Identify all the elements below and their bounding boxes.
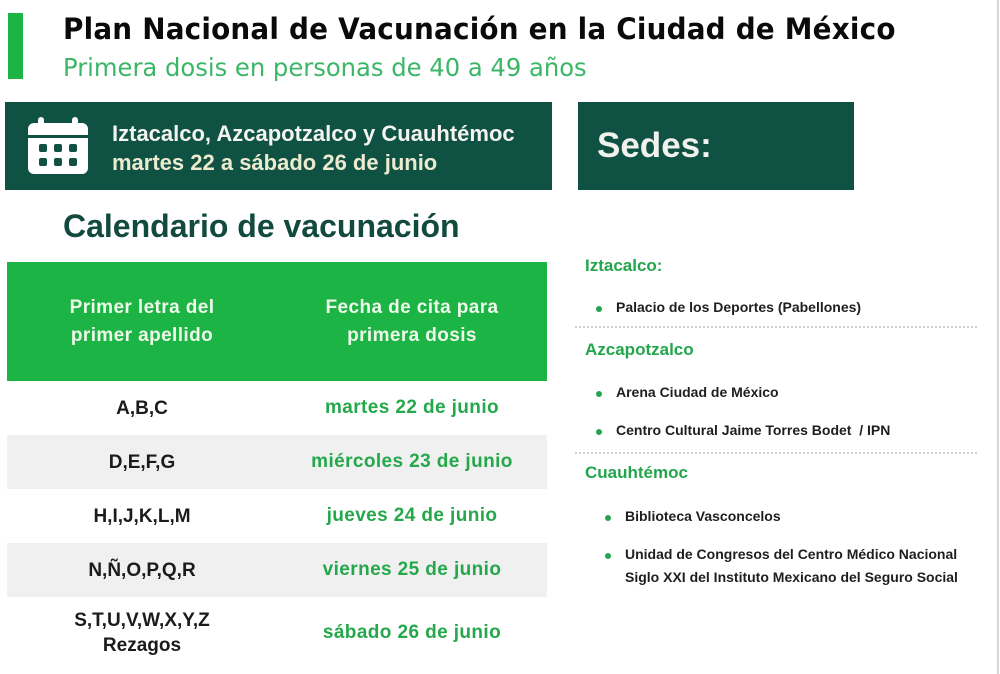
table-row bbox=[7, 489, 547, 543]
table-row bbox=[7, 435, 547, 489]
bullet-icon bbox=[596, 429, 602, 435]
sedes-label: Sedes: bbox=[597, 126, 712, 165]
bullet-icon bbox=[605, 553, 611, 559]
district-iztacalco: Iztacalco: bbox=[585, 256, 663, 275]
district-cuauhtemoc: Cuauhtémoc bbox=[585, 463, 688, 482]
bullet-icon bbox=[596, 306, 602, 312]
venue-name: Palacio de los Deportes (Pabellones) bbox=[616, 299, 862, 315]
list-item bbox=[594, 543, 995, 589]
appointment-date: martes 22 de junio bbox=[324, 397, 500, 418]
appointment-date: jueves 24 de junio bbox=[326, 505, 498, 526]
venue-name: Arena Ciudad de México bbox=[616, 384, 779, 400]
venue-name: Unidad de Congresos del Centro Médico Nacional Siglo XXI del Instituto Mexicano del Seguro Social bbox=[625, 546, 958, 585]
surname-letters: H,I,J,K,L,M bbox=[93, 505, 191, 527]
sedes-header bbox=[578, 102, 854, 190]
calendar-icon bbox=[25, 116, 91, 176]
table-row bbox=[7, 381, 547, 435]
schedule-table-header bbox=[7, 262, 547, 381]
title-accent-bar bbox=[8, 13, 23, 79]
appointment-date: sábado 26 de junio bbox=[322, 622, 502, 643]
divider bbox=[575, 326, 977, 328]
table-row bbox=[7, 597, 547, 669]
banner-districts: Iztacalco, Azcapotzalco y Cuauhtémoc bbox=[112, 121, 515, 146]
page-title: Plan Nacional de Vacunación en la Ciudad de México bbox=[63, 12, 896, 46]
venue-name: Biblioteca Vasconcelos bbox=[625, 508, 781, 524]
banner-date-range: martes 22 a sábado 26 de junio bbox=[112, 150, 438, 175]
dates-banner bbox=[5, 102, 552, 190]
divider bbox=[575, 452, 977, 454]
list-item bbox=[585, 419, 1000, 442]
list-item bbox=[585, 381, 1000, 404]
venue-name: Centro Cultural Jaime Torres Bodet / IPN bbox=[616, 422, 891, 438]
table-row bbox=[7, 543, 547, 597]
column-header-date: Fecha de cita para primera dosis bbox=[325, 296, 499, 346]
calendar-title: Calendario de vacunación bbox=[63, 208, 460, 244]
surname-letters: N,Ñ,O,P,Q,R bbox=[88, 559, 196, 581]
appointment-date: viernes 25 de junio bbox=[322, 559, 502, 580]
appointment-date: miércoles 23 de junio bbox=[311, 451, 513, 472]
district-azcapotzalco: Azcapotzalco bbox=[585, 340, 694, 359]
surname-letters: S,T,U,V,W,X,Y,Z Rezagos bbox=[74, 610, 210, 656]
schedule-table bbox=[7, 262, 547, 669]
surname-letters: D,E,F,G bbox=[108, 451, 176, 473]
bullet-icon bbox=[605, 515, 611, 521]
column-header-letters: Primer letra del primer apellido bbox=[69, 296, 215, 346]
list-item bbox=[585, 296, 1000, 319]
list-item bbox=[594, 505, 995, 528]
page-subtitle: Primera dosis en personas de 40 a 49 años bbox=[63, 53, 587, 82]
surname-letters: A,B,C bbox=[116, 397, 168, 419]
bullet-icon bbox=[596, 391, 602, 397]
